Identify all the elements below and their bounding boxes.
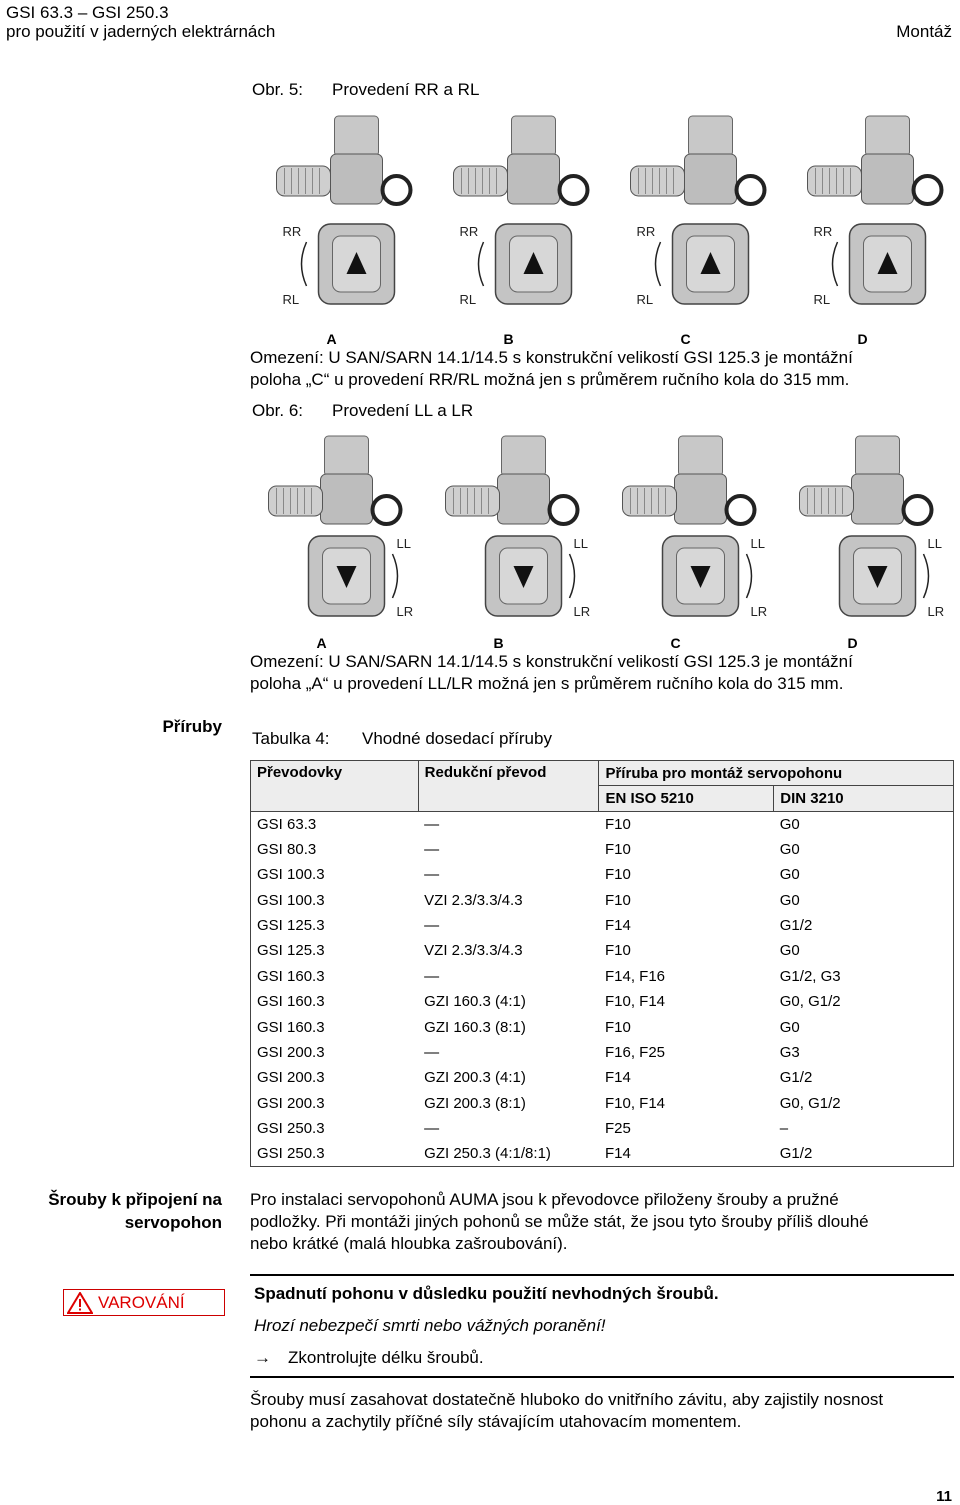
header-iso: EN ISO 5210	[599, 786, 774, 811]
position-mark-top: LL	[750, 536, 765, 551]
motor-housing	[502, 436, 546, 476]
actuator-unit	[808, 116, 942, 346]
rotation-arrow	[833, 242, 838, 286]
motor-housing	[325, 436, 369, 476]
variant-label: B	[503, 331, 514, 346]
table-row	[251, 1116, 954, 1141]
cell-din: G0	[774, 811, 954, 836]
warning-title: Spadnutí pohonu v důsledku použití nevhodných šroubů.	[254, 1284, 719, 1303]
table-row	[251, 1040, 954, 1065]
table-body	[251, 811, 954, 1166]
handwheel	[550, 496, 578, 524]
document-subtitle: pro použití v jaderných elektrárnách	[6, 22, 276, 41]
table-row	[251, 811, 954, 836]
position-mark-bottom: LR	[573, 604, 591, 619]
header-gearbox: Převodovky	[251, 761, 419, 812]
cell-din: G0	[774, 837, 954, 862]
table-row	[251, 938, 954, 963]
table-row	[251, 1065, 954, 1090]
variant-label: B	[493, 635, 504, 650]
cell-reduction: GZI 250.3 (4:1/8:1)	[418, 1141, 599, 1166]
cell-gearbox: GSI 160.3	[251, 964, 419, 989]
variant-label: A	[326, 331, 337, 346]
control-housing	[862, 154, 914, 204]
sidebar-srouby-line1: Šrouby k připojení na	[48, 1190, 222, 1209]
figure5-note-line1: Omezení: U SAN/SARN 14.1/14.5 s konstrukční velikostí GSI 125.3 je montážní	[250, 348, 853, 367]
cell-din: G0, G1/2	[774, 989, 954, 1014]
warning-label: VAROVÁNÍ	[98, 1292, 185, 1312]
screws-paragraph	[250, 1189, 869, 1255]
control-housing	[675, 474, 727, 524]
cell-iso: F25	[604, 1120, 631, 1138]
table-row	[251, 964, 954, 989]
rotation-arrow	[393, 554, 398, 598]
cell-reduction: GZI 160.3 (4:1)	[424, 993, 526, 1011]
motor-housing	[679, 436, 723, 476]
position-mark-bottom: LR	[750, 604, 768, 619]
cell-iso: F10	[604, 1018, 631, 1036]
table-row	[251, 887, 954, 912]
rotation-arrow	[924, 554, 929, 598]
actuator-unit	[800, 436, 945, 650]
handwheel	[914, 176, 942, 204]
control-housing	[685, 154, 737, 204]
cell-gearbox: GSI 200.3	[251, 1091, 419, 1116]
sidebar-heading-srouby	[48, 1188, 222, 1234]
arrow-right-icon: →	[254, 1348, 271, 1367]
figure5-note-line2: poloha „C“ u provedení RR/RL možná jen s průměrem ručního kola do 315 mm.	[250, 370, 850, 389]
warning-action	[254, 1348, 484, 1368]
figure6-note-line2: poloha „A“ u provedení LL/LR možná jen s průměrem ručního kola do 315 mm.	[250, 674, 844, 693]
cell-reduction: —	[424, 917, 440, 935]
table-caption	[252, 729, 552, 749]
cell-gearbox: GSI 80.3	[251, 837, 419, 862]
figure5-title: Provedení RR a RL	[332, 80, 480, 99]
figure6-illustration	[248, 430, 956, 655]
cell-reduction: VZI 2.3/3.3/4.3	[424, 891, 523, 909]
actuator-unit	[277, 116, 411, 346]
cell-din: G0	[774, 887, 954, 912]
screws-line3: nebo krátké (malá hloubka zašroubování).	[250, 1234, 568, 1253]
handwheel	[904, 496, 932, 524]
figure5-caption	[252, 80, 479, 100]
screws-line1: Pro instalaci servopohonů AUMA jsou k převodovce přiloženy šrouby a pružné	[250, 1190, 839, 1209]
handwheel	[560, 176, 588, 204]
cell-iso: F10, F14	[604, 1094, 665, 1112]
cell-din: G3	[774, 1040, 954, 1065]
cell-reduction: —	[424, 1043, 440, 1061]
cell-din: G0	[774, 1014, 954, 1039]
cell-iso: F16, F25	[604, 1043, 665, 1061]
cell-iso: F14	[604, 917, 631, 935]
header-reduction: Redukční převod	[418, 761, 599, 812]
position-mark-top: RR	[813, 224, 833, 239]
cell-gearbox: GSI 160.3	[251, 989, 419, 1014]
rotation-arrow	[747, 554, 752, 598]
cell-iso: F14	[604, 1069, 631, 1087]
sidebar-srouby-line2: servopohon	[124, 1213, 222, 1232]
handwheel	[383, 176, 411, 204]
position-mark-top: RR	[636, 224, 656, 239]
cell-din: G1/2, G3	[774, 964, 954, 989]
control-housing	[508, 154, 560, 204]
cell-din: G0	[774, 862, 954, 887]
cell-iso: F14, F16	[604, 967, 665, 985]
variant-label: C	[670, 635, 681, 650]
cell-reduction: —	[424, 866, 440, 884]
screws-line2: podložky. Při montáži jiných pohonů se může stát, že jsou tyto šrouby příliš dlouhé	[250, 1212, 869, 1231]
position-mark-bottom: RL	[813, 292, 831, 307]
table-row	[251, 1014, 954, 1039]
closing-paragraph	[250, 1389, 883, 1433]
cell-gearbox: GSI 200.3	[251, 1065, 419, 1090]
header-flange: Příruba pro montáž servopohonu	[599, 761, 954, 786]
cell-reduction: —	[424, 815, 440, 833]
variant-label: D	[847, 635, 858, 650]
control-housing	[852, 474, 904, 524]
cell-gearbox: GSI 125.3	[251, 938, 419, 963]
cell-reduction: —	[424, 840, 440, 858]
warning-subtitle: Hrozí nebezpečí smrti nebo vážných poranění!	[254, 1316, 606, 1335]
cell-gearbox: GSI 125.3	[251, 913, 419, 938]
actuator-unit	[269, 436, 414, 650]
position-mark-bottom: RL	[282, 292, 300, 307]
figure5-note	[250, 347, 853, 391]
figure5-label: Obr. 5:	[252, 80, 304, 99]
cell-iso: F10	[604, 815, 631, 833]
table-label: Tabulka 4:	[252, 729, 330, 748]
cell-din: G0	[774, 938, 954, 963]
cell-iso: F10	[604, 840, 631, 858]
actuator-unit	[454, 116, 588, 346]
closing-line2: pohonu a zachytily příčné síly stávajícím utahovacím momentem.	[250, 1412, 742, 1431]
cell-iso: F14	[599, 1141, 774, 1166]
variant-label: C	[680, 331, 691, 346]
document-title: GSI 63.3 – GSI 250.3	[6, 3, 169, 22]
warning-box	[250, 1274, 954, 1378]
cell-iso: F10	[604, 866, 631, 884]
control-housing	[321, 474, 373, 524]
header-din: DIN 3210	[774, 786, 954, 811]
cell-reduction: GZI 160.3 (8:1)	[424, 1018, 526, 1036]
position-mark-bottom: LR	[927, 604, 945, 619]
cell-gearbox: GSI 200.3	[251, 1040, 419, 1065]
position-mark-top: LL	[927, 536, 942, 551]
table-row	[251, 862, 954, 887]
table-row	[251, 837, 954, 862]
cell-iso: F10, F14	[604, 993, 665, 1011]
table-header-row	[251, 761, 954, 786]
actuator-unit	[623, 436, 768, 650]
figure6-note-line1: Omezení: U SAN/SARN 14.1/14.5 s konstrukční velikostí GSI 125.3 je montážní	[250, 652, 853, 671]
motor-housing	[335, 116, 379, 156]
page-header	[0, 0, 960, 45]
cell-din: G1/2	[774, 913, 954, 938]
cell-iso: F10	[604, 942, 631, 960]
control-housing	[498, 474, 550, 524]
table-row	[251, 1141, 954, 1166]
cell-din: G1/2	[774, 1141, 954, 1166]
cell-iso: F10	[604, 891, 631, 909]
handwheel	[727, 496, 755, 524]
cell-gearbox: GSI 250.3	[251, 1141, 419, 1166]
flange-table	[250, 760, 954, 1167]
variant-label: A	[316, 635, 327, 650]
figure5-illustration	[248, 110, 956, 351]
section-title: Montáž	[896, 22, 952, 41]
figure6-label: Obr. 6:	[252, 401, 304, 420]
warning-action-text: Zkontrolujte délku šroubů.	[288, 1348, 484, 1367]
cell-gearbox: GSI 250.3	[251, 1116, 419, 1141]
table-title: Vhodné dosedací příruby	[362, 729, 552, 748]
cell-gearbox: GSI 160.3	[251, 1014, 419, 1039]
cell-gearbox: GSI 100.3	[251, 862, 419, 887]
warning-badge	[63, 1289, 225, 1316]
position-mark-top: RR	[459, 224, 479, 239]
rotation-arrow	[656, 242, 661, 286]
rotation-arrow	[302, 242, 307, 286]
motor-housing	[512, 116, 556, 156]
cell-din: G1/2	[774, 1065, 954, 1090]
figure6-title: Provedení LL a LR	[332, 401, 474, 420]
handwheel	[373, 496, 401, 524]
table-row	[251, 1091, 954, 1116]
variant-label: D	[857, 331, 868, 346]
control-housing	[331, 154, 383, 204]
cell-reduction: —	[424, 1120, 440, 1138]
handwheel	[737, 176, 765, 204]
motor-housing	[856, 436, 900, 476]
position-mark-bottom: RL	[459, 292, 477, 307]
position-mark-top: RR	[282, 224, 302, 239]
table-row	[251, 913, 954, 938]
cell-din: G0, G1/2	[774, 1091, 954, 1116]
table-row	[251, 989, 954, 1014]
actuator-unit	[631, 116, 765, 346]
position-mark-bottom: LR	[396, 604, 414, 619]
warning-triangle-icon	[67, 1292, 93, 1314]
motor-housing	[866, 116, 910, 156]
position-mark-top: LL	[396, 536, 411, 551]
cell-din: –	[774, 1116, 954, 1141]
rotation-arrow	[570, 554, 575, 598]
figure6-caption	[252, 401, 473, 421]
figure6-note	[250, 651, 853, 695]
motor-housing	[689, 116, 733, 156]
cell-reduction: GZI 200.3 (8:1)	[424, 1094, 526, 1112]
cell-gearbox: GSI 63.3	[251, 811, 419, 836]
cell-reduction: —	[424, 967, 440, 985]
cell-reduction: VZI 2.3/3.3/4.3	[424, 942, 523, 960]
position-mark-top: LL	[573, 536, 588, 551]
page-number: 11	[936, 1488, 952, 1505]
closing-line1: Šrouby musí zasahovat dostatečně hluboko do vnitřního závitu, aby zajistily nosnost	[250, 1390, 884, 1409]
rotation-arrow	[479, 242, 484, 286]
actuator-unit	[446, 436, 591, 650]
cell-gearbox: GSI 100.3	[251, 887, 419, 912]
cell-reduction: GZI 200.3 (4:1)	[424, 1069, 526, 1087]
position-mark-bottom: RL	[636, 292, 654, 307]
sidebar-heading-priruby: Příruby	[162, 717, 222, 736]
